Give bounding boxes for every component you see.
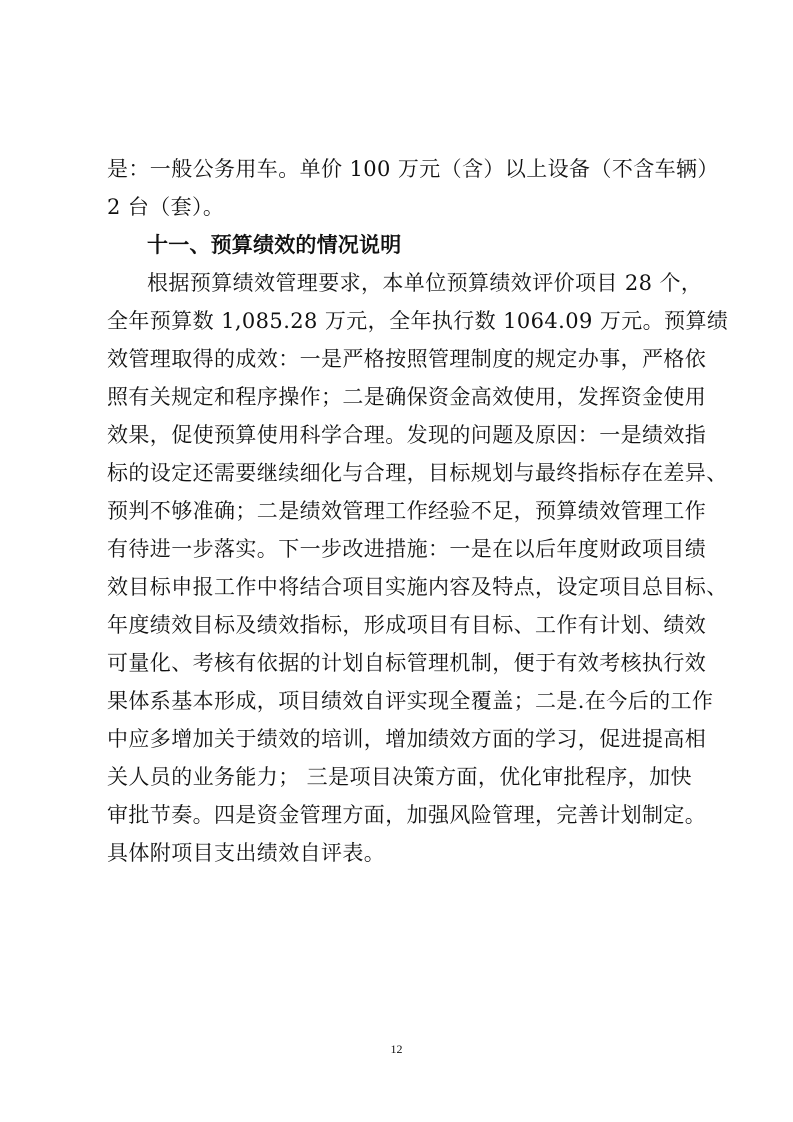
paragraph-line: 关人员的业务能力； 三是项目决策方面，优化审批程序，加快 xyxy=(107,765,692,789)
paragraph-line: 预判不够准确；二是绩效管理工作经验不足，预算绩效管理工作 xyxy=(107,499,707,523)
paragraph-line: 全年预算数 1,085.28 万元，全年执行数 1064.09 万元。预算绩 xyxy=(107,309,729,333)
paragraph-line: 审批节奏。四是资金管理方面，加强风险管理，完善计划制定。 xyxy=(107,803,707,827)
paragraph-line: 根据预算绩效管理要求，本单位预算绩效评价项目 28 个， xyxy=(147,271,703,295)
paragraph-line: 效管理取得的成效：一是严格按照管理制度的规定办事，严格依 xyxy=(107,347,707,371)
section-heading: 十一、预算绩效的情况说明 xyxy=(147,232,402,257)
paragraph-line: 照有关规定和程序操作；二是确保资金高效使用，发挥资金使用 xyxy=(107,385,707,409)
paragraph-line: 效果，促使预算使用科学合理。发现的问题及原因：一是绩效指 xyxy=(107,423,707,447)
paragraph-line: 有待进一步落实。下一步改进措施：一是在以后年度财政项目绩 xyxy=(107,537,707,561)
paragraph-line: 可量化、考核有依据的计划自标管理机制，便于有效考核执行效 xyxy=(107,651,707,675)
paragraph-line: 中应多增加关于绩效的培训，增加绩效方面的学习，促进提高相 xyxy=(107,727,707,751)
page-number: 12 xyxy=(390,1042,403,1056)
paragraph-line: 标的设定还需要继续细化与合理，目标规划与最终指标存在差异、 xyxy=(107,461,728,485)
text-line: 是：一般公务用车。单价 100 万元（含）以上设备（不含车辆） xyxy=(107,157,719,181)
paragraph-line: 年度绩效目标及绩效指标，形成项目有目标、工作有计划、绩效 xyxy=(107,613,707,637)
paragraph-line: 具体附项目支出绩效自评表。 xyxy=(107,841,386,865)
paragraph-line: 果体系基本形成，项目绩效自评实现全覆盖；二是.在今后的工作 xyxy=(107,689,714,713)
text-line: 2 台（套）。 xyxy=(107,195,225,219)
paragraph-line: 效目标申报工作中将结合项目实施内容及特点，设定项目总目标、 xyxy=(107,575,728,599)
